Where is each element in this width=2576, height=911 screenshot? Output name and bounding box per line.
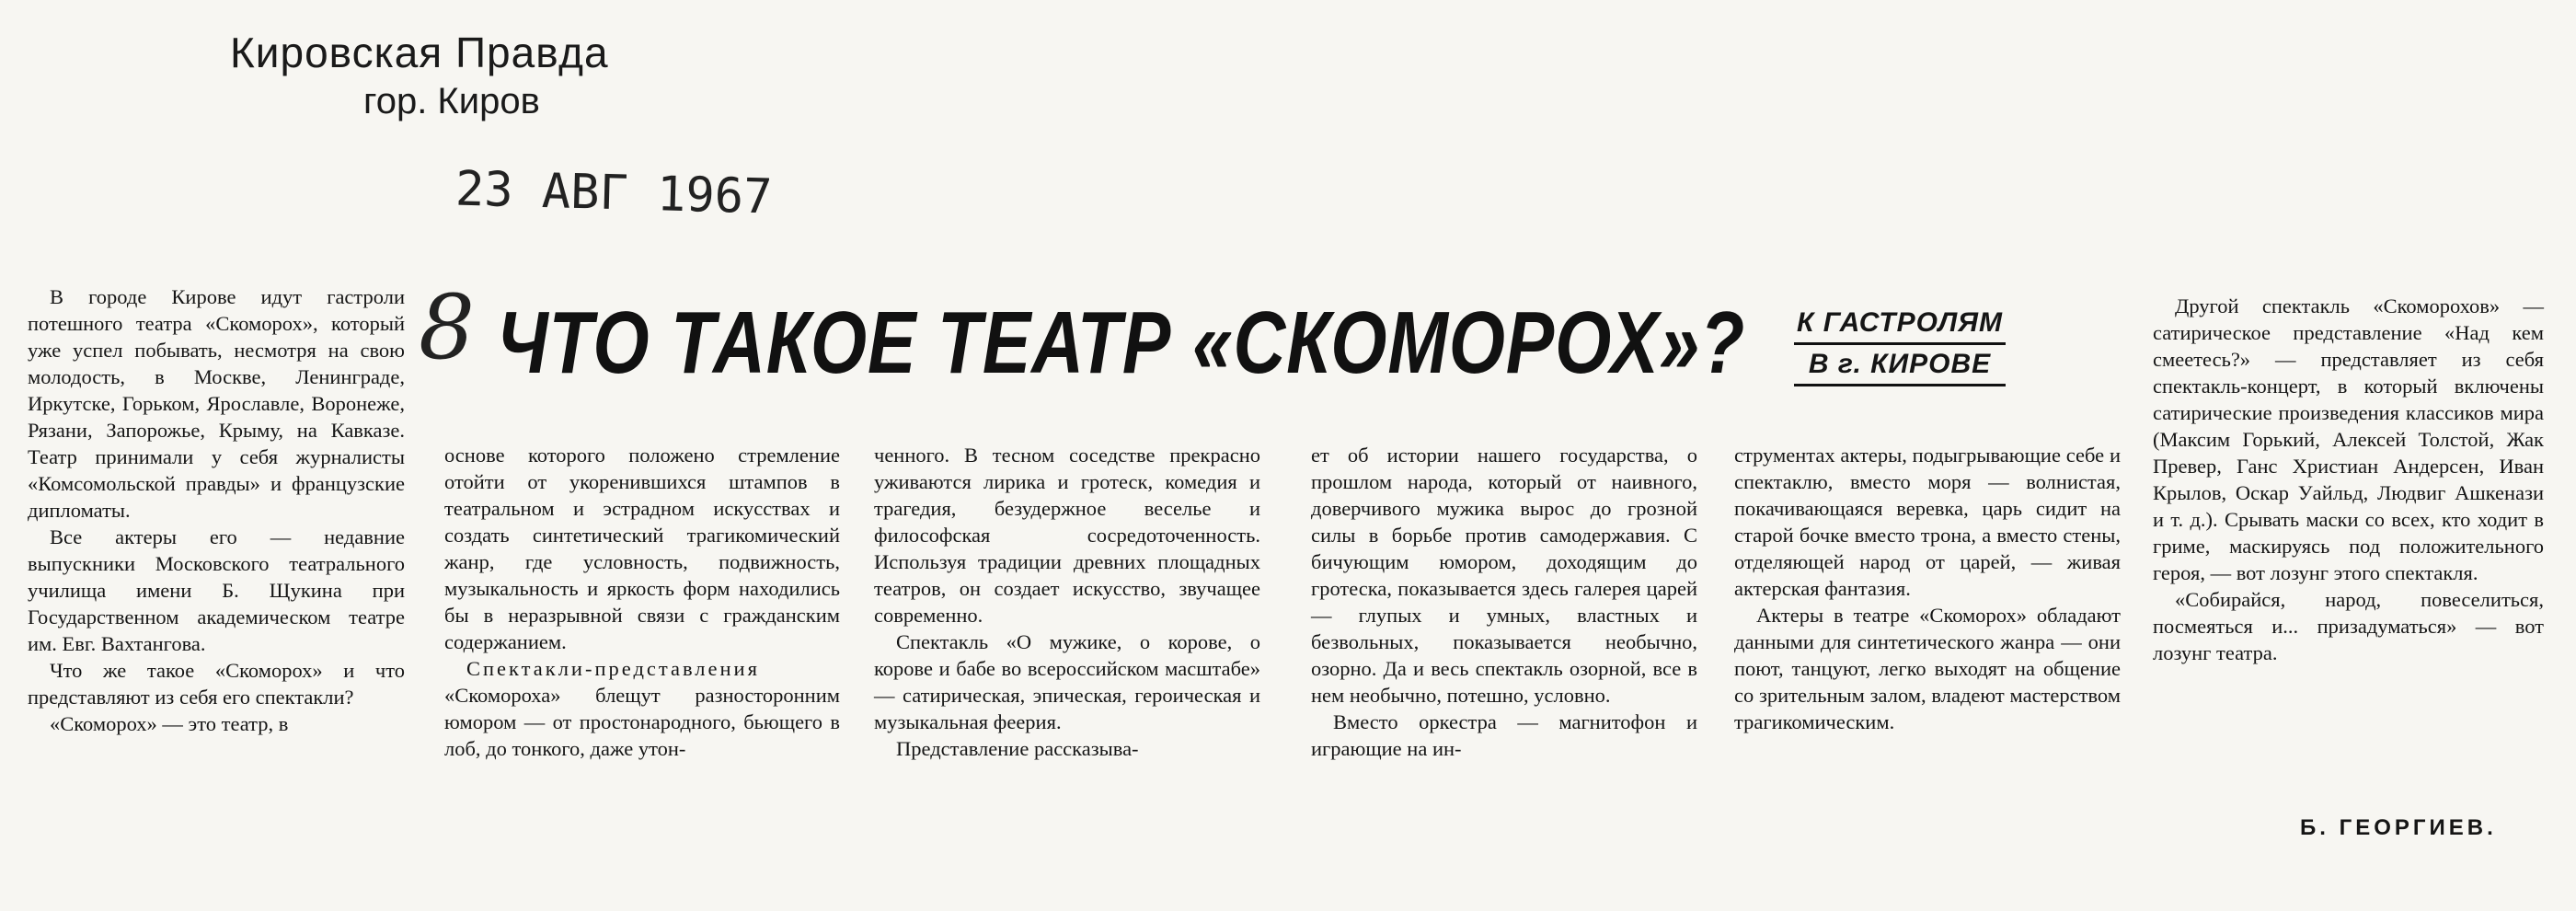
newspaper-stamp: Кировская Правда bbox=[230, 29, 609, 76]
paragraph: Что же такое «Скоморох» и что представляют из себя его спектакли? bbox=[28, 659, 405, 709]
article-column-5 bbox=[1734, 442, 2121, 735]
rubric-line-1: К ГАСТРОЛЯМ bbox=[1794, 304, 2006, 345]
paragraph: ченного. В тесном соседстве прекрасно уживаются лирика и гротеск, комедия и трагедия, безудержное веселье и философская сосредоточенность. Используя традиции древних площадных театров, он создает искусство, звучащее современно. bbox=[874, 444, 1260, 627]
date-stamp: 23 АВГ 1967 bbox=[454, 161, 774, 225]
article-column-3 bbox=[874, 442, 1260, 762]
rubric bbox=[1794, 304, 2006, 386]
paragraph: Все актеры его — недавние выпускники Московского театрального училища имени Б. Щукина при Государственном академическом театре им. Евг. Вахтангова. bbox=[28, 525, 405, 655]
paragraph: Спектакль «О мужике, о корове, о корове и бабе во всероссийском масштабе» — сатирическая, эпическая, героическая и музыкальная феерия. bbox=[874, 630, 1260, 733]
article-headline: ЧТО ТАКОЕ ТЕАТР «СКОМОРОХ»? bbox=[497, 294, 1746, 392]
rubric-line-2: В г. КИРОВЕ bbox=[1794, 345, 2006, 386]
paragraph: «Скоморох» — это театр, в bbox=[50, 712, 289, 735]
paragraph: Актеры в театре «Скоморох» обладают данными для синтетического жанра — они поют, танцуют, легко выходят на общение со зрительным залом, владеют мастерством трагикомическим. bbox=[1734, 604, 2121, 733]
paragraph bbox=[444, 655, 840, 762]
paragraph-text: «Скомороха» блещут разносторонним юмором — от простонародного, бьющего в лоб, до тонкого, даже утон- bbox=[444, 684, 840, 760]
article-column-2 bbox=[444, 442, 840, 762]
city-stamp: гор. Киров bbox=[363, 81, 540, 121]
paragraph: ет об истории нашего государства, о прошлом народа, который от наивного, доверчивого мужика вырос до грозной силы в борьбе против самодержавия. С бичующим юмором, доходящим до гротеска, показывается здесь галерея царей — глупых и умных, властных и безвольных, показывается необычно, озорно. Да и весь спектакль озорной, все в нем необычно, потешно, условно. bbox=[1311, 444, 1697, 707]
article-column-6 bbox=[2153, 293, 2544, 666]
paragraph: Другой спектакль «Скоморохов» — сатирическое представление «Над кем смеетесь?» — представляет из себя спектакль-концерт, в который включены сатирические произведения классиков мира (Максим Горький, Алексей Толстой, Жак Превер, Ганс Христиан Андерсен, Иван Крылов, Оскар Уайльд, Людвиг Ашкенази и т. д.). Срывать маски со всех, кто ходит в гриме, маскируясь под положительного героя, — вот лозунг этого спектакля. bbox=[2153, 294, 2544, 584]
spaced-text: Спектакли-представления bbox=[466, 657, 760, 680]
paragraph: В городе Кирове идут гастроли потешного театра «Скоморох», который уже успел побывать, несмотря на свою молодость, в Москве, Ленинграде, Иркутске, Горьком, Ярославле, Воронеже, Рязани, Запорожье, Крыму, на Кавказе. Театр принимали у себя журналисты «Комсомольской правды» и французские дипломаты. bbox=[28, 285, 405, 522]
article-column-1 bbox=[28, 283, 405, 737]
author-signature: Б. ГЕОРГИЕВ. bbox=[2300, 815, 2497, 840]
article-column-4 bbox=[1311, 442, 1697, 762]
handwritten-mark: 8 bbox=[419, 276, 476, 379]
paragraph: основе которого положено стремление отойти от укоренившихся штампов в театральном и эстрадном искусствах и создать синтетический трагикомический жанр, где условность, подвижность, музыкальность и яркость форм находились бы в неразрывной связи с гражданским содержанием. bbox=[444, 444, 840, 653]
paragraph: Представление рассказыва- bbox=[896, 737, 1139, 760]
paragraph: «Собирайся, народ, повеселиться, посмеяться и... призадуматься» — вот лозунг театра. bbox=[2153, 588, 2544, 664]
paragraph: струментах актеры, подыгрывающие себе и спектаклю, вместо моря — волнистая, покачивающаяся веревка, царь сидит на старой бочке вместо трона, а вместо стены, отделяющей народ от царей, — живая актерская фантазия. bbox=[1734, 444, 2121, 600]
paragraph: Вместо оркестра — магнитофон и играющие на ин- bbox=[1311, 710, 1697, 760]
